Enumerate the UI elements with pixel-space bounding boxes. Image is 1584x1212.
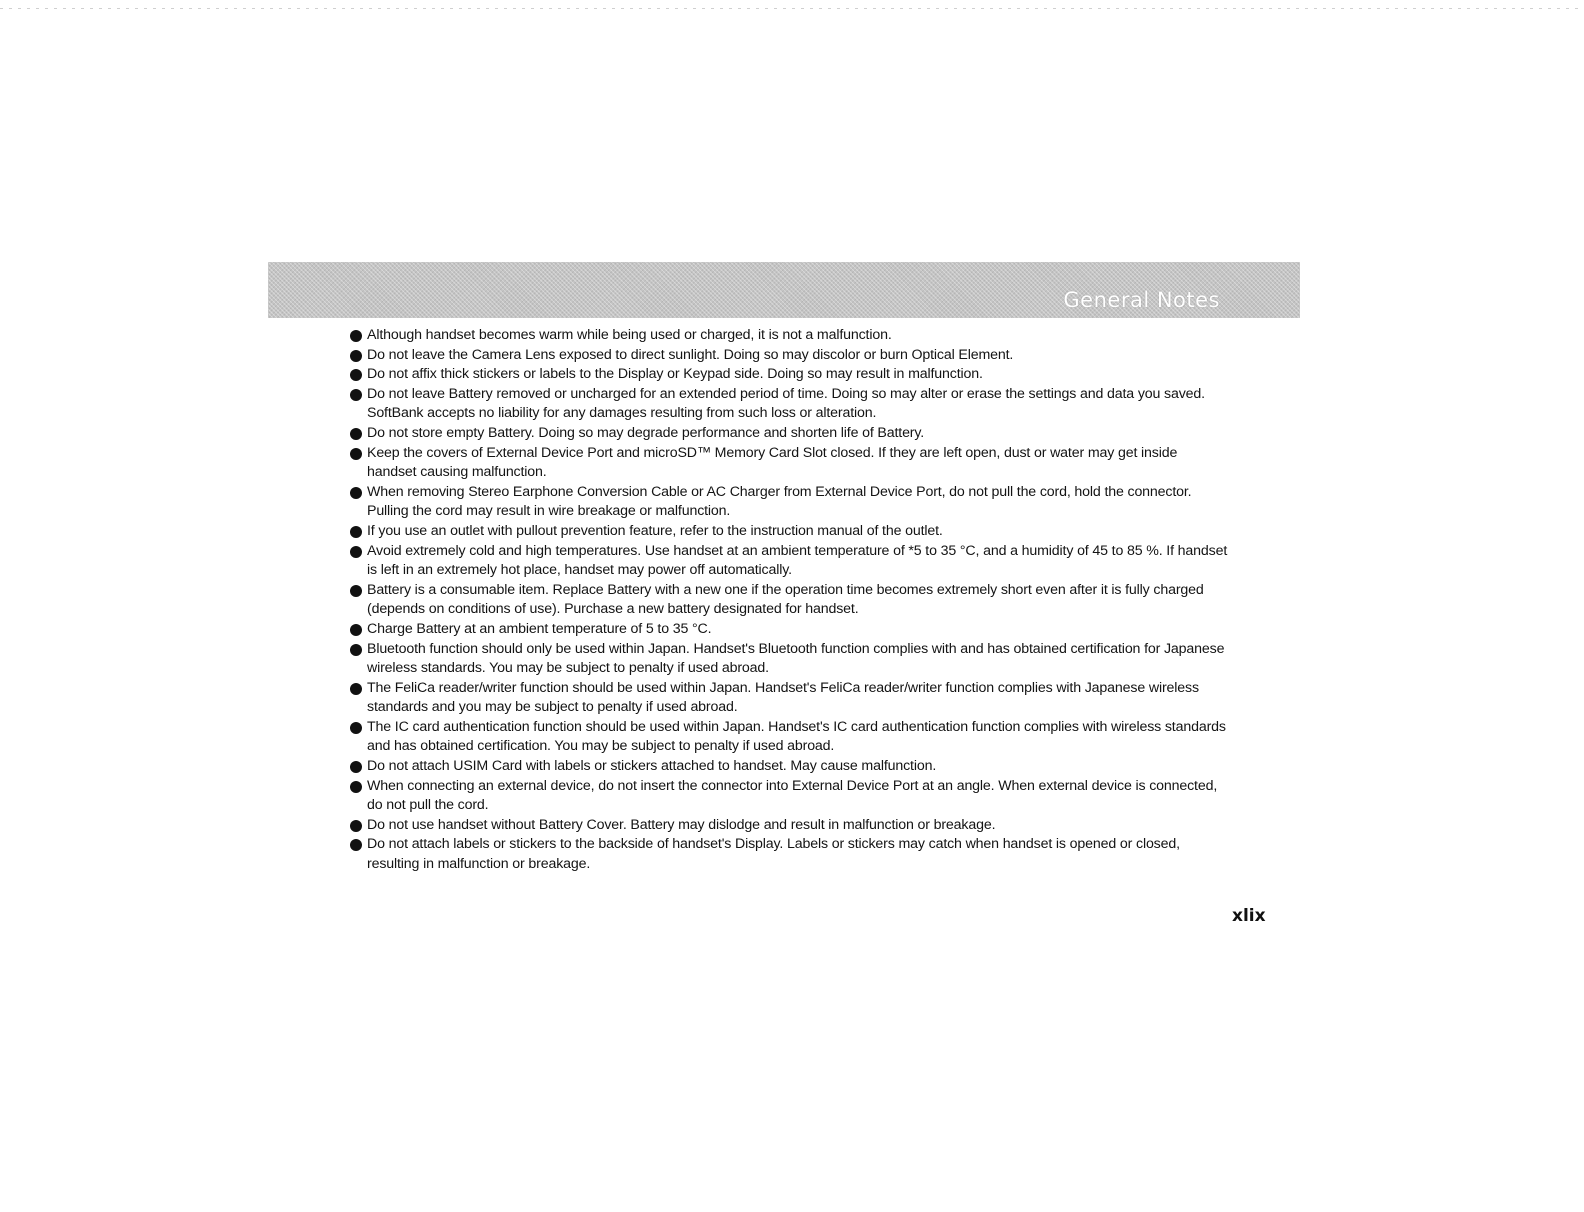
note-text: The FeliCa reader/writer function should be used within Japan. Handset's FeliCa reader/writer function complies with Japanese wireless standards and you may be subject to penalty if used abroad. — [367, 679, 1199, 716]
list-item — [350, 346, 1230, 366]
bullet-icon — [350, 761, 362, 773]
list-item — [350, 542, 1230, 581]
note-text: Do not attach USIM Card with labels or stickers attached to handset. May cause malfunction. — [367, 758, 937, 775]
bullet-icon — [350, 448, 362, 460]
note-text: Do not attach labels or stickers to the backside of handset's Display. Labels or stickers may catch when handset is opened or closed, resulting in malfunction or breakage. — [367, 836, 1180, 873]
section-header-band — [268, 262, 1300, 318]
bullet-icon — [350, 585, 362, 597]
list-item — [350, 816, 1230, 836]
section-title: General Notes — [1063, 288, 1220, 312]
bullet-icon — [350, 781, 362, 793]
bullet-icon — [350, 624, 362, 636]
list-item — [350, 777, 1230, 816]
list-item — [350, 581, 1230, 620]
page-number: xlix — [1232, 906, 1266, 926]
bullet-icon — [350, 722, 362, 734]
scan-edge-line — [0, 8, 1584, 9]
note-text: Do not store empty Battery. Doing so may degrade performance and shorten life of Battery. — [367, 424, 925, 441]
bullet-icon — [350, 546, 362, 558]
note-text: Keep the covers of External Device Port and microSD™ Memory Card Slot closed. If they are left open, dust or water may get inside handset causing malfunction. — [367, 444, 1178, 481]
note-text: Do not leave the Camera Lens exposed to direct sunlight. Doing so may discolor or burn Optical Element. — [367, 346, 1014, 363]
note-text: Battery is a consumable item. Replace Battery with a new one if the operation time becomes extremely short even after it is fully charged (depends on conditions of use). Purchase a new battery designated for handset. — [367, 581, 1204, 618]
list-item — [350, 483, 1230, 522]
note-text: When connecting an external device, do not insert the connector into External Device Port at an angle. When external device is connected, do not pull the cord. — [367, 777, 1218, 814]
list-item — [350, 444, 1230, 483]
note-text: The IC card authentication function should be used within Japan. Handset's IC card authentication function complies with wireless standards and has obtained certification. You may be subject to penalty if used abroad. — [367, 718, 1226, 755]
note-text: Do not use handset without Battery Cover. Battery may dislodge and result in malfunction or breakage. — [367, 816, 996, 833]
list-item — [350, 640, 1230, 679]
list-item — [350, 522, 1230, 542]
bullet-icon — [350, 683, 362, 695]
list-item — [350, 679, 1230, 718]
bullet-icon — [350, 839, 362, 851]
list-item — [350, 385, 1230, 424]
bullet-icon — [350, 369, 362, 381]
note-text: Bluetooth function should only be used within Japan. Handset's Bluetooth function complies with and has obtained certification for Japanese wireless standards. You may be subject to penalty if used abroad. — [367, 640, 1225, 677]
list-item — [350, 718, 1230, 757]
bullet-icon — [350, 428, 362, 440]
note-text: Although handset becomes warm while being used or charged, it is not a malfunction. — [367, 327, 892, 343]
bullet-icon — [350, 389, 362, 401]
bullet-icon — [350, 330, 362, 342]
note-text: Avoid extremely cold and high temperatures. Use handset at an ambient temperature of *5 to 35 °C, and a humidity of 45 to 85 %. If handset is left in an extremely hot place, handset may power off automatically. — [367, 542, 1228, 579]
list-item — [350, 365, 1230, 385]
list-item — [350, 757, 1230, 777]
list-item — [350, 620, 1230, 640]
bullet-icon — [350, 350, 362, 362]
general-notes-list — [350, 326, 1230, 875]
bullet-icon — [350, 820, 362, 832]
bullet-icon — [350, 644, 362, 656]
bullet-icon — [350, 526, 362, 538]
list-item — [350, 835, 1230, 874]
note-text: If you use an outlet with pullout prevention feature, refer to the instruction manual of the outlet. — [367, 522, 943, 539]
list-item — [350, 326, 1230, 346]
note-text: Charge Battery at an ambient temperature of 5 to 35 °C. — [367, 620, 712, 637]
note-text: Do not affix thick stickers or labels to the Display or Keypad side. Doing so may result in malfunction. — [367, 366, 983, 383]
list-item — [350, 424, 1230, 444]
bullet-icon — [350, 487, 362, 499]
note-text: Do not leave Battery removed or uncharged for an extended period of time. Doing so may alter or erase the settings and data you saved. SoftBank accepts no liability for any damages resulting from such loss or alteration. — [367, 385, 1205, 422]
note-text: When removing Stereo Earphone Conversion Cable or AC Charger from External Device Port, do not pull the cord, hold the connector. Pulling the cord may result in wire breakage or malfunction. — [367, 483, 1192, 520]
